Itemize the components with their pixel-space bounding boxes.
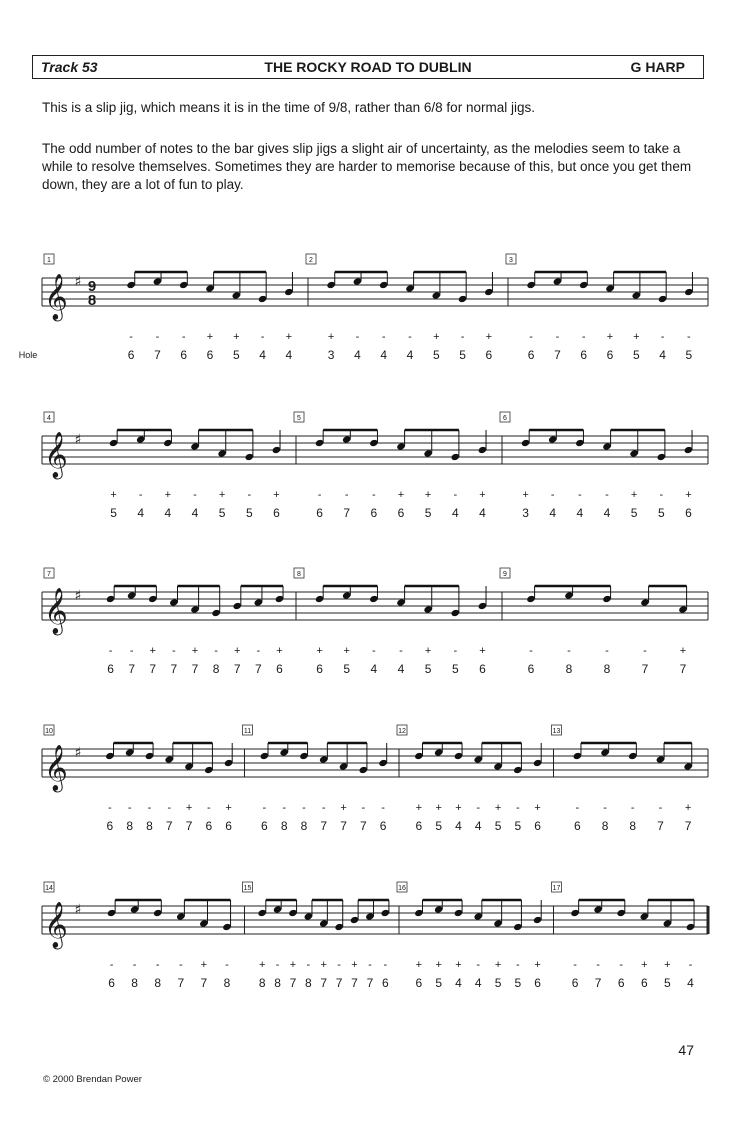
breath-mark: - (108, 802, 112, 814)
breath-mark: - (643, 645, 647, 657)
hole-number: 5 (685, 348, 693, 362)
hole-number: 5 (451, 662, 459, 676)
hole-number: 8 (629, 819, 637, 833)
hole-number: 8 (126, 819, 134, 833)
hole-number: 6 (415, 819, 423, 833)
breath-mark: + (185, 802, 193, 814)
breath-mark: - (344, 489, 349, 501)
sharp-icon: ♯ (74, 432, 82, 448)
hole-number: 7 (289, 976, 297, 990)
breath-mark: - (275, 959, 280, 971)
breath-mark: - (372, 489, 376, 501)
breath-mark: + (679, 645, 687, 657)
breath-mark: + (273, 489, 280, 501)
breath-mark: - (260, 331, 265, 343)
hole-number: 6 (316, 506, 323, 520)
hole-number: 7 (641, 662, 649, 676)
hole-number: 5 (657, 506, 665, 520)
bar-number: 10 (45, 728, 53, 735)
bar-number: 5 (297, 415, 301, 422)
breath-mark: + (494, 959, 502, 971)
breath-mark: - (172, 645, 176, 657)
breath-mark: + (415, 959, 423, 971)
breath-mark: - (155, 959, 160, 971)
hole-number: 7 (170, 662, 178, 676)
tune-title: THE ROCKY ROAD TO DUBLIN (264, 59, 472, 75)
hole-number: 5 (435, 976, 443, 990)
breath-mark: - (399, 645, 403, 657)
sharp-icon: ♯ (74, 274, 82, 290)
hole-number: 8 (565, 662, 573, 676)
breath-mark: - (108, 645, 113, 657)
hole-number: 6 (316, 662, 323, 676)
hole-number: 6 (534, 819, 541, 833)
hole-number: 8 (223, 976, 231, 990)
breath-mark: + (534, 959, 541, 971)
breath-mark: + (479, 489, 486, 501)
breath-mark: - (193, 489, 197, 501)
hole-number: 6 (397, 506, 405, 520)
hole-number: 8 (131, 976, 138, 990)
bar-number: 15 (243, 885, 252, 892)
breath-mark: - (127, 802, 132, 814)
hole-number: 6 (261, 819, 268, 833)
hole-number: 4 (687, 976, 694, 990)
breath-mark: - (453, 489, 458, 501)
breath-mark: - (132, 959, 137, 971)
breath-mark: + (435, 959, 442, 971)
hole-number: 7 (340, 819, 347, 833)
hole-number: 7 (191, 662, 199, 676)
hole-number: 6 (606, 348, 614, 362)
hole-number: 4 (259, 348, 266, 362)
hole-number: 7 (366, 976, 374, 990)
breath-mark: - (178, 959, 183, 971)
breath-mark: - (225, 959, 229, 971)
hole-number: 8 (305, 976, 312, 990)
hole-number: 4 (549, 506, 557, 520)
treble-clef-icon: 𝄞 (44, 745, 68, 791)
hole-number: 5 (632, 348, 640, 362)
sharp-icon: ♯ (74, 902, 82, 918)
hole-number: 7 (185, 819, 193, 833)
hole-number: 6 (571, 976, 579, 990)
breath-mark: - (247, 489, 252, 501)
copyright-notice: © 2000 Brendan Power (43, 1074, 142, 1085)
hole-number: 6 (381, 976, 389, 990)
treble-clef-icon: 𝄞 (44, 902, 68, 948)
breath-mark: - (408, 331, 412, 343)
hole-number: 4 (455, 976, 462, 990)
hole-number: 4 (474, 976, 482, 990)
track-number: Track 53 (41, 59, 98, 75)
breath-mark: + (479, 645, 486, 657)
hole-number: 4 (164, 506, 172, 520)
breath-mark: + (225, 802, 232, 814)
breath-mark: + (415, 802, 423, 814)
hole-number: 3 (327, 348, 335, 362)
breath-mark: - (129, 331, 133, 343)
hole-number: 6 (206, 348, 214, 362)
bar-number: 4 (47, 415, 51, 422)
breath-mark: + (534, 802, 541, 814)
music-system (42, 882, 708, 990)
bar-number: 3 (509, 257, 513, 264)
hole-number: 6 (180, 348, 188, 362)
hole-number: 7 (679, 662, 687, 676)
hole-number: 8 (258, 976, 266, 990)
breath-mark: - (575, 802, 580, 814)
breath-mark: - (453, 645, 458, 657)
hole-number: 5 (343, 662, 351, 676)
breath-mark: - (603, 802, 607, 814)
hole-number: 6 (273, 506, 280, 520)
breath-mark: - (381, 331, 386, 343)
breath-mark: - (567, 645, 571, 657)
hole-number: 7 (320, 819, 328, 833)
hole-number: 4 (285, 348, 293, 362)
breath-mark: + (684, 802, 692, 814)
breath-mark: - (361, 802, 366, 814)
bar-number: 2 (309, 257, 313, 264)
hole-number: 7 (335, 976, 343, 990)
breath-mark: + (327, 331, 335, 343)
hole-number: 5 (432, 348, 440, 362)
hole-number: 5 (110, 506, 117, 520)
hole-number: 5 (514, 976, 522, 990)
breath-mark: + (320, 959, 327, 971)
hole-number: 5 (494, 976, 502, 990)
hole-number: 7 (233, 662, 241, 676)
breath-mark: - (619, 959, 624, 971)
music-system (19, 254, 708, 362)
hole-number: 4 (603, 506, 611, 520)
breath-mark: + (522, 489, 529, 501)
hole-number: 6 (108, 976, 115, 990)
breath-mark: - (578, 489, 582, 501)
hole-number: 3 (522, 506, 529, 520)
hole-number: 7 (149, 662, 157, 676)
hole-number: 6 (574, 819, 581, 833)
time-signature-bottom: 8 (87, 292, 97, 309)
hole-number: 6 (640, 976, 648, 990)
hole-number: 8 (603, 662, 611, 676)
breath-mark: + (343, 645, 350, 657)
breath-mark: + (218, 489, 226, 501)
breath-mark: - (630, 802, 635, 814)
hole-number: 6 (276, 662, 283, 676)
hole-number: 7 (165, 819, 173, 833)
hole-number: 6 (205, 819, 213, 833)
breath-mark: - (515, 959, 520, 971)
hole-number: 7 (154, 348, 161, 362)
breath-mark: - (529, 331, 533, 343)
breath-mark: - (573, 959, 577, 971)
breath-mark: + (424, 645, 432, 657)
hole-number: 6 (527, 662, 535, 676)
hole-number: 5 (494, 819, 502, 833)
hole-number: 5 (514, 819, 522, 833)
hole-number: 7 (128, 662, 136, 676)
breath-mark: - (181, 331, 186, 343)
hole-number: 6 (685, 506, 692, 520)
hole-number: 7 (254, 662, 262, 676)
breath-mark: + (234, 645, 241, 657)
hole-number: 4 (479, 506, 486, 520)
breath-mark: - (282, 802, 287, 814)
breath-mark: + (685, 489, 692, 501)
hole-number: 4 (455, 819, 462, 833)
breath-mark: - (383, 959, 388, 971)
breath-mark: + (233, 331, 240, 343)
breath-mark: - (306, 959, 311, 971)
breath-mark: - (317, 489, 322, 501)
bar-number: 17 (552, 885, 561, 892)
breath-mark: - (355, 331, 360, 343)
hole-number: 7 (351, 976, 358, 990)
hole-number: 6 (379, 819, 387, 833)
bar-number: 16 (398, 885, 406, 892)
hole-number: 6 (370, 506, 378, 520)
hole-number: 7 (200, 976, 208, 990)
treble-clef-icon: 𝄞 (44, 432, 68, 478)
sharp-icon: ♯ (74, 588, 82, 604)
hole-number: 8 (274, 976, 281, 990)
hole-number: 6 (225, 819, 232, 833)
breath-mark: + (494, 802, 502, 814)
hole-number: 4 (370, 662, 378, 676)
hole-number: 5 (630, 506, 638, 520)
time-signature-top: 9 (87, 278, 97, 295)
breath-mark: - (596, 959, 600, 971)
breath-mark: - (214, 645, 218, 657)
breath-mark: + (606, 331, 614, 343)
bar-number: 12 (398, 728, 406, 735)
breath-mark: + (164, 489, 172, 501)
breath-mark: + (276, 645, 283, 657)
hole-number: 8 (300, 819, 308, 833)
music-system (42, 725, 708, 833)
breath-mark: + (633, 331, 640, 343)
breath-mark: - (688, 959, 693, 971)
hole-number: 8 (146, 819, 153, 833)
hole-number: 4 (576, 506, 584, 520)
hole-number: 8 (212, 662, 220, 676)
breath-mark: - (555, 331, 560, 343)
hole-number: 6 (485, 348, 493, 362)
breath-mark: - (658, 802, 663, 814)
breath-mark: + (149, 645, 156, 657)
breath-mark: - (687, 331, 691, 343)
hole-number: 5 (424, 506, 432, 520)
breath-mark: - (381, 802, 385, 814)
hole-number: 4 (137, 506, 145, 520)
hole-number: 5 (245, 506, 253, 520)
breath-mark: - (109, 959, 114, 971)
hole-number: 5 (459, 348, 466, 362)
hole-number: 4 (659, 348, 666, 362)
breath-mark: + (433, 331, 440, 343)
breath-mark: + (206, 331, 214, 343)
hole-number: 4 (354, 348, 361, 362)
breath-mark: - (660, 331, 665, 343)
breath-mark: - (206, 802, 211, 814)
breath-mark: + (110, 489, 117, 501)
hole-number: 6 (106, 819, 114, 833)
hole-number: 7 (657, 819, 664, 833)
hole-number: 5 (232, 348, 240, 362)
breath-mark: - (529, 645, 533, 657)
breath-mark: - (515, 802, 520, 814)
breath-mark: + (258, 959, 266, 971)
hole-row-label: Hole (18, 350, 38, 360)
hole-number: 7 (320, 976, 328, 990)
hole-number: 6 (127, 348, 135, 362)
breath-mark: - (256, 645, 261, 657)
breath-mark: - (167, 802, 172, 814)
hole-number: 7 (177, 976, 185, 990)
music-system (42, 412, 708, 520)
breath-mark: - (147, 802, 152, 814)
bar-number: 14 (45, 885, 53, 892)
hole-number: 6 (617, 976, 625, 990)
hole-number: 5 (664, 976, 671, 990)
breath-mark: - (262, 802, 267, 814)
breath-mark: + (397, 489, 405, 501)
hole-number: 4 (397, 662, 405, 676)
hole-number: 5 (424, 662, 432, 676)
hole-number: 6 (107, 662, 114, 676)
hole-number: 4 (406, 348, 414, 362)
hole-number: 6 (415, 976, 423, 990)
breath-mark: + (485, 331, 493, 343)
hole-number: 4 (451, 506, 459, 520)
hole-number: 4 (380, 348, 388, 362)
breath-mark: - (476, 959, 481, 971)
hole-number: 6 (534, 976, 541, 990)
breath-mark: + (316, 645, 323, 657)
sharp-icon: ♯ (74, 745, 82, 761)
breath-mark: - (372, 645, 376, 657)
bar-number: 11 (243, 728, 252, 735)
harp-key: G HARP (630, 59, 685, 75)
hole-number: 7 (594, 976, 602, 990)
bar-number: 7 (47, 571, 51, 578)
breath-mark: - (321, 802, 326, 814)
hole-number: 7 (684, 819, 692, 833)
hole-number: 7 (343, 506, 351, 520)
hole-number: 4 (191, 506, 199, 520)
breath-mark: - (368, 959, 372, 971)
breath-mark: - (302, 802, 306, 814)
hole-number: 6 (580, 348, 588, 362)
breath-mark: - (605, 489, 609, 501)
hole-number: 4 (474, 819, 482, 833)
bar-number: 1 (47, 257, 51, 264)
music-system (42, 568, 708, 676)
breath-mark: + (351, 959, 358, 971)
intro-paragraph-1: This is a slip jig, which means it is in the time of 9/8, rather than 6/8 for normal jigs. (42, 100, 535, 115)
treble-clef-icon: 𝄞 (44, 274, 68, 320)
hole-number: 5 (435, 819, 443, 833)
breath-mark: + (191, 645, 199, 657)
breath-mark: + (641, 959, 648, 971)
treble-clef-icon: 𝄞 (44, 588, 68, 634)
hole-number: 6 (527, 348, 535, 362)
bar-number: 9 (503, 571, 507, 578)
breath-mark: + (340, 802, 347, 814)
bar-number: 6 (503, 415, 507, 422)
breath-mark: + (285, 331, 293, 343)
breath-mark: + (455, 959, 462, 971)
breath-mark: + (424, 489, 432, 501)
page-number: 47 (678, 1042, 694, 1058)
hole-number: 5 (218, 506, 226, 520)
breath-mark: + (664, 959, 671, 971)
breath-mark: + (455, 802, 462, 814)
breath-mark: - (129, 645, 134, 657)
hole-number: 7 (359, 819, 367, 833)
hole-number: 8 (154, 976, 162, 990)
bar-number: 13 (552, 728, 561, 735)
hole-number: 8 (280, 819, 288, 833)
breath-mark: - (605, 645, 609, 657)
breath-mark: + (200, 959, 208, 971)
hole-number: 7 (554, 348, 561, 362)
hole-number: 6 (479, 662, 486, 676)
breath-mark: - (659, 489, 664, 501)
hole-number: 8 (601, 819, 609, 833)
breath-mark: - (476, 802, 481, 814)
breath-mark: + (435, 802, 442, 814)
intro-paragraph-2: The odd number of notes to the bar gives slip jigs a slight air of uncertainty, as the melodies seem to take a while to resolve themselves. Sometimes they are harder to memorise because of this, but once you get them down, they are a lot of fun to play. (42, 141, 692, 192)
breath-mark: - (460, 331, 465, 343)
breath-mark: - (337, 959, 341, 971)
breath-mark: + (630, 489, 638, 501)
bar-number: 8 (297, 571, 301, 578)
breath-mark: - (550, 489, 555, 501)
breath-mark: - (138, 489, 143, 501)
breath-mark: + (289, 959, 297, 971)
breath-mark: - (581, 331, 586, 343)
breath-mark: - (155, 331, 160, 343)
